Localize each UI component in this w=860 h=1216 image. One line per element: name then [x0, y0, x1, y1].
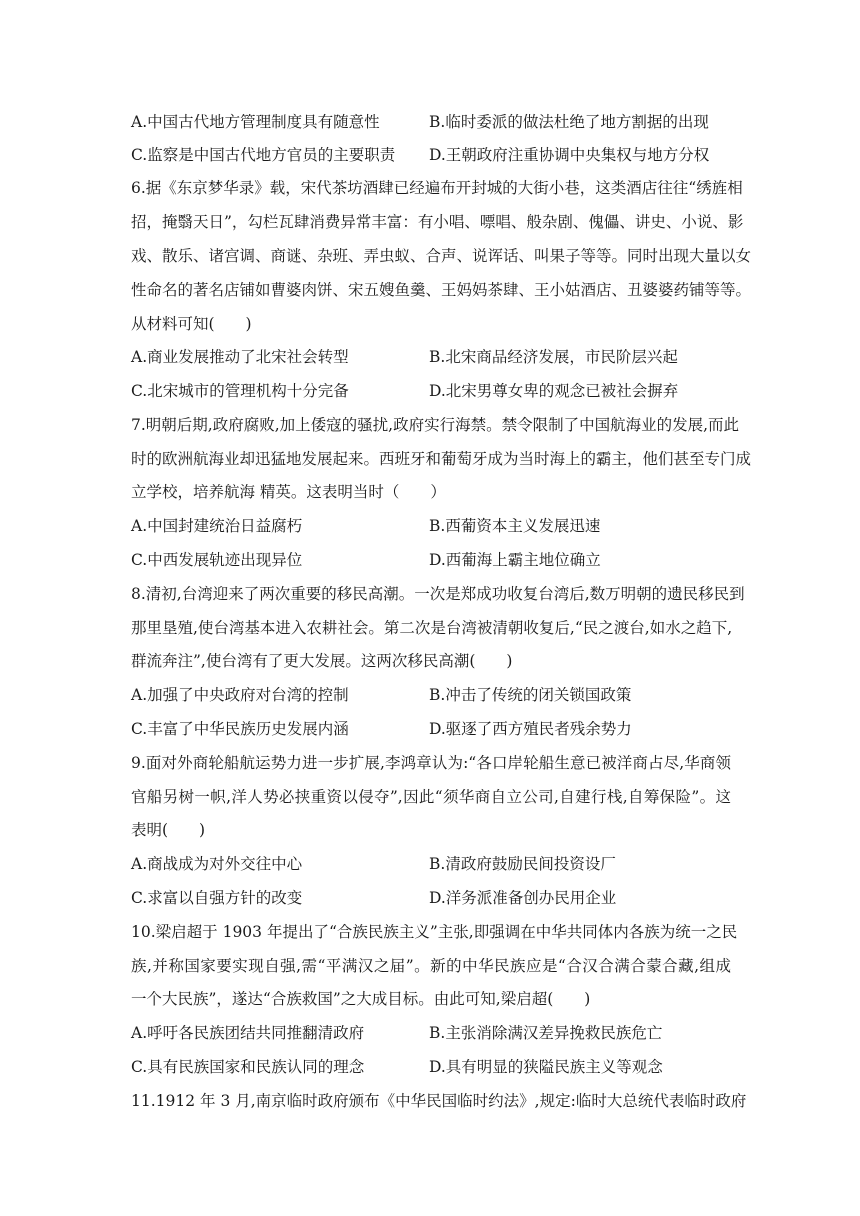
- q5-option-c: C.监察是中国古代地方官员的主要职责: [131, 146, 396, 164]
- q8-stem-line: 那里垦殖,使台湾基本进入农耕社会。第二次是台湾被清朝收复后,“民之渡台,如水之趋下,: [131, 619, 733, 637]
- q7-stem-line: 时的欧洲航海业却迅猛地发展起来。西班牙和葡萄牙成为当时海上的霸主，他们甚至专门成: [131, 450, 752, 468]
- q8-option-a: A.加强了中央政府对台湾的控制: [131, 686, 349, 704]
- q10-stem-line: 族,并称国家要实现自强,需“平满汉之届”。新的中华民族应是“合汉合满合蒙合藏,组成: [131, 957, 731, 975]
- q7-stem-line: 7.明朝后期,政府腐败,加上倭寇的骚扰,政府实行海禁。禁令限制了中国航海业的发展,而此: [131, 416, 739, 434]
- q7-option-c: C.中西发展轨迹出现异位: [131, 551, 303, 569]
- q6-option-a: A.商业发展推动了北宋社会转型: [131, 348, 349, 366]
- q6-stem-line: 性命名的著名店铺如曹婆肉饼、宋五嫂鱼羹、王妈妈茶肆、王小姑酒店、丑婆婆药铺等等。: [131, 281, 752, 299]
- q8-stem-line: 群流奔注”,使台湾有了更大发展。这两次移民高潮( ): [131, 652, 513, 670]
- q5-option-d: D.王朝政府注重协调中央集权与地方分权: [429, 146, 710, 164]
- q8-stem-line: 8.清初,台湾迎来了两次重要的移民高潮。一次是郑成功收复台湾后,数万明朝的遗民移民到: [131, 585, 745, 603]
- q10-stem-line: 一个大民族”，遂达“合族救国”之大成目标。由此可知,梁启超( ): [131, 990, 591, 1008]
- q10-option-c: C.具有民族国家和民族认同的理念: [131, 1058, 365, 1076]
- q6-option-c: C.北宋城市的管理机构十分完备: [131, 382, 349, 400]
- q6-option-d: D.北宋男尊女卑的观念已被社会摒弃: [429, 382, 679, 400]
- q10-option-d: D.具有明显的狭隘民族主义等观念: [429, 1058, 663, 1076]
- q6-stem-line: 戏、散乐、诸宫调、商谜、杂班、弄虫蚁、合声、说诨话、叫果子等等。同时出现大量以女: [131, 247, 752, 265]
- q7-option-a: A.中国封建统治日益腐朽: [131, 517, 303, 535]
- q6-option-b: B.北宋商品经济发展，市民阶层兴起: [429, 348, 678, 366]
- q9-stem-line: 官船另树一帜,洋人势必挟重资以侵夺”,因此“须华商自立公司,自建行栈,自筹保险”。这: [131, 788, 731, 806]
- q11-stem-line: 11.1912 年 3 月,南京临时政府颁布《中华民国临时约法》,规定:临时大总统代表临时政府: [131, 1092, 747, 1110]
- q10-option-b: B.主张消除满汉差异挽救民族危亡: [429, 1024, 663, 1042]
- q9-option-b: B.清政府鼓励民间投资设厂: [429, 855, 616, 873]
- q7-option-d: D.西葡海上霸主地位确立: [429, 551, 601, 569]
- q9-stem-line: 表明( ): [131, 821, 206, 839]
- q9-option-c: C.求富以自强方针的改变: [131, 889, 303, 907]
- q10-option-a: A.呼吁各民族团结共同推翻清政府: [131, 1024, 365, 1042]
- q5-option-b: B.临时委派的做法杜绝了地方割据的出现: [429, 113, 709, 131]
- q9-stem-line: 9.面对外商轮船航运势力进一步扩展,李鸿章认为:“各口岸轮船生意已被洋商占尽,华商领: [131, 754, 731, 772]
- q6-stem-line: 招，掩翳天日”，勾栏瓦肆消费异常丰富：有小唱、嘌唱、般杂剧、傀儡、讲史、小说、影: [131, 213, 744, 231]
- q7-stem-line: 立学校，培养航海 精英。这表明当时（ ）: [131, 483, 446, 501]
- q6-stem-line: 6.据《东京梦华录》载，宋代茶坊酒肆已经遍布开封城的大街小巷，这类酒店往往“绣旌相: [131, 179, 743, 197]
- q8-option-b: B.冲击了传统的闭关锁国政策: [429, 686, 632, 704]
- q10-stem-line: 10.梁启超于 1903 年提出了“合族民族主义”主张,即强调在中华共同体内各族为统一之民: [131, 923, 738, 941]
- q9-option-a: A.商战成为对外交往中心: [131, 855, 303, 873]
- q7-option-b: B.西葡资本主义发展迅速: [429, 517, 601, 535]
- q6-stem-line: 从材料可知( ): [131, 315, 252, 333]
- q5-option-a: A.中国古代地方管理制度具有随意性: [131, 113, 380, 131]
- q9-option-d: D.洋务派准备创办民用企业: [429, 889, 617, 907]
- q8-option-d: D.驱逐了西方殖民者残余势力: [429, 720, 632, 738]
- q8-option-c: C.丰富了中华民族历史发展内涵: [131, 720, 349, 738]
